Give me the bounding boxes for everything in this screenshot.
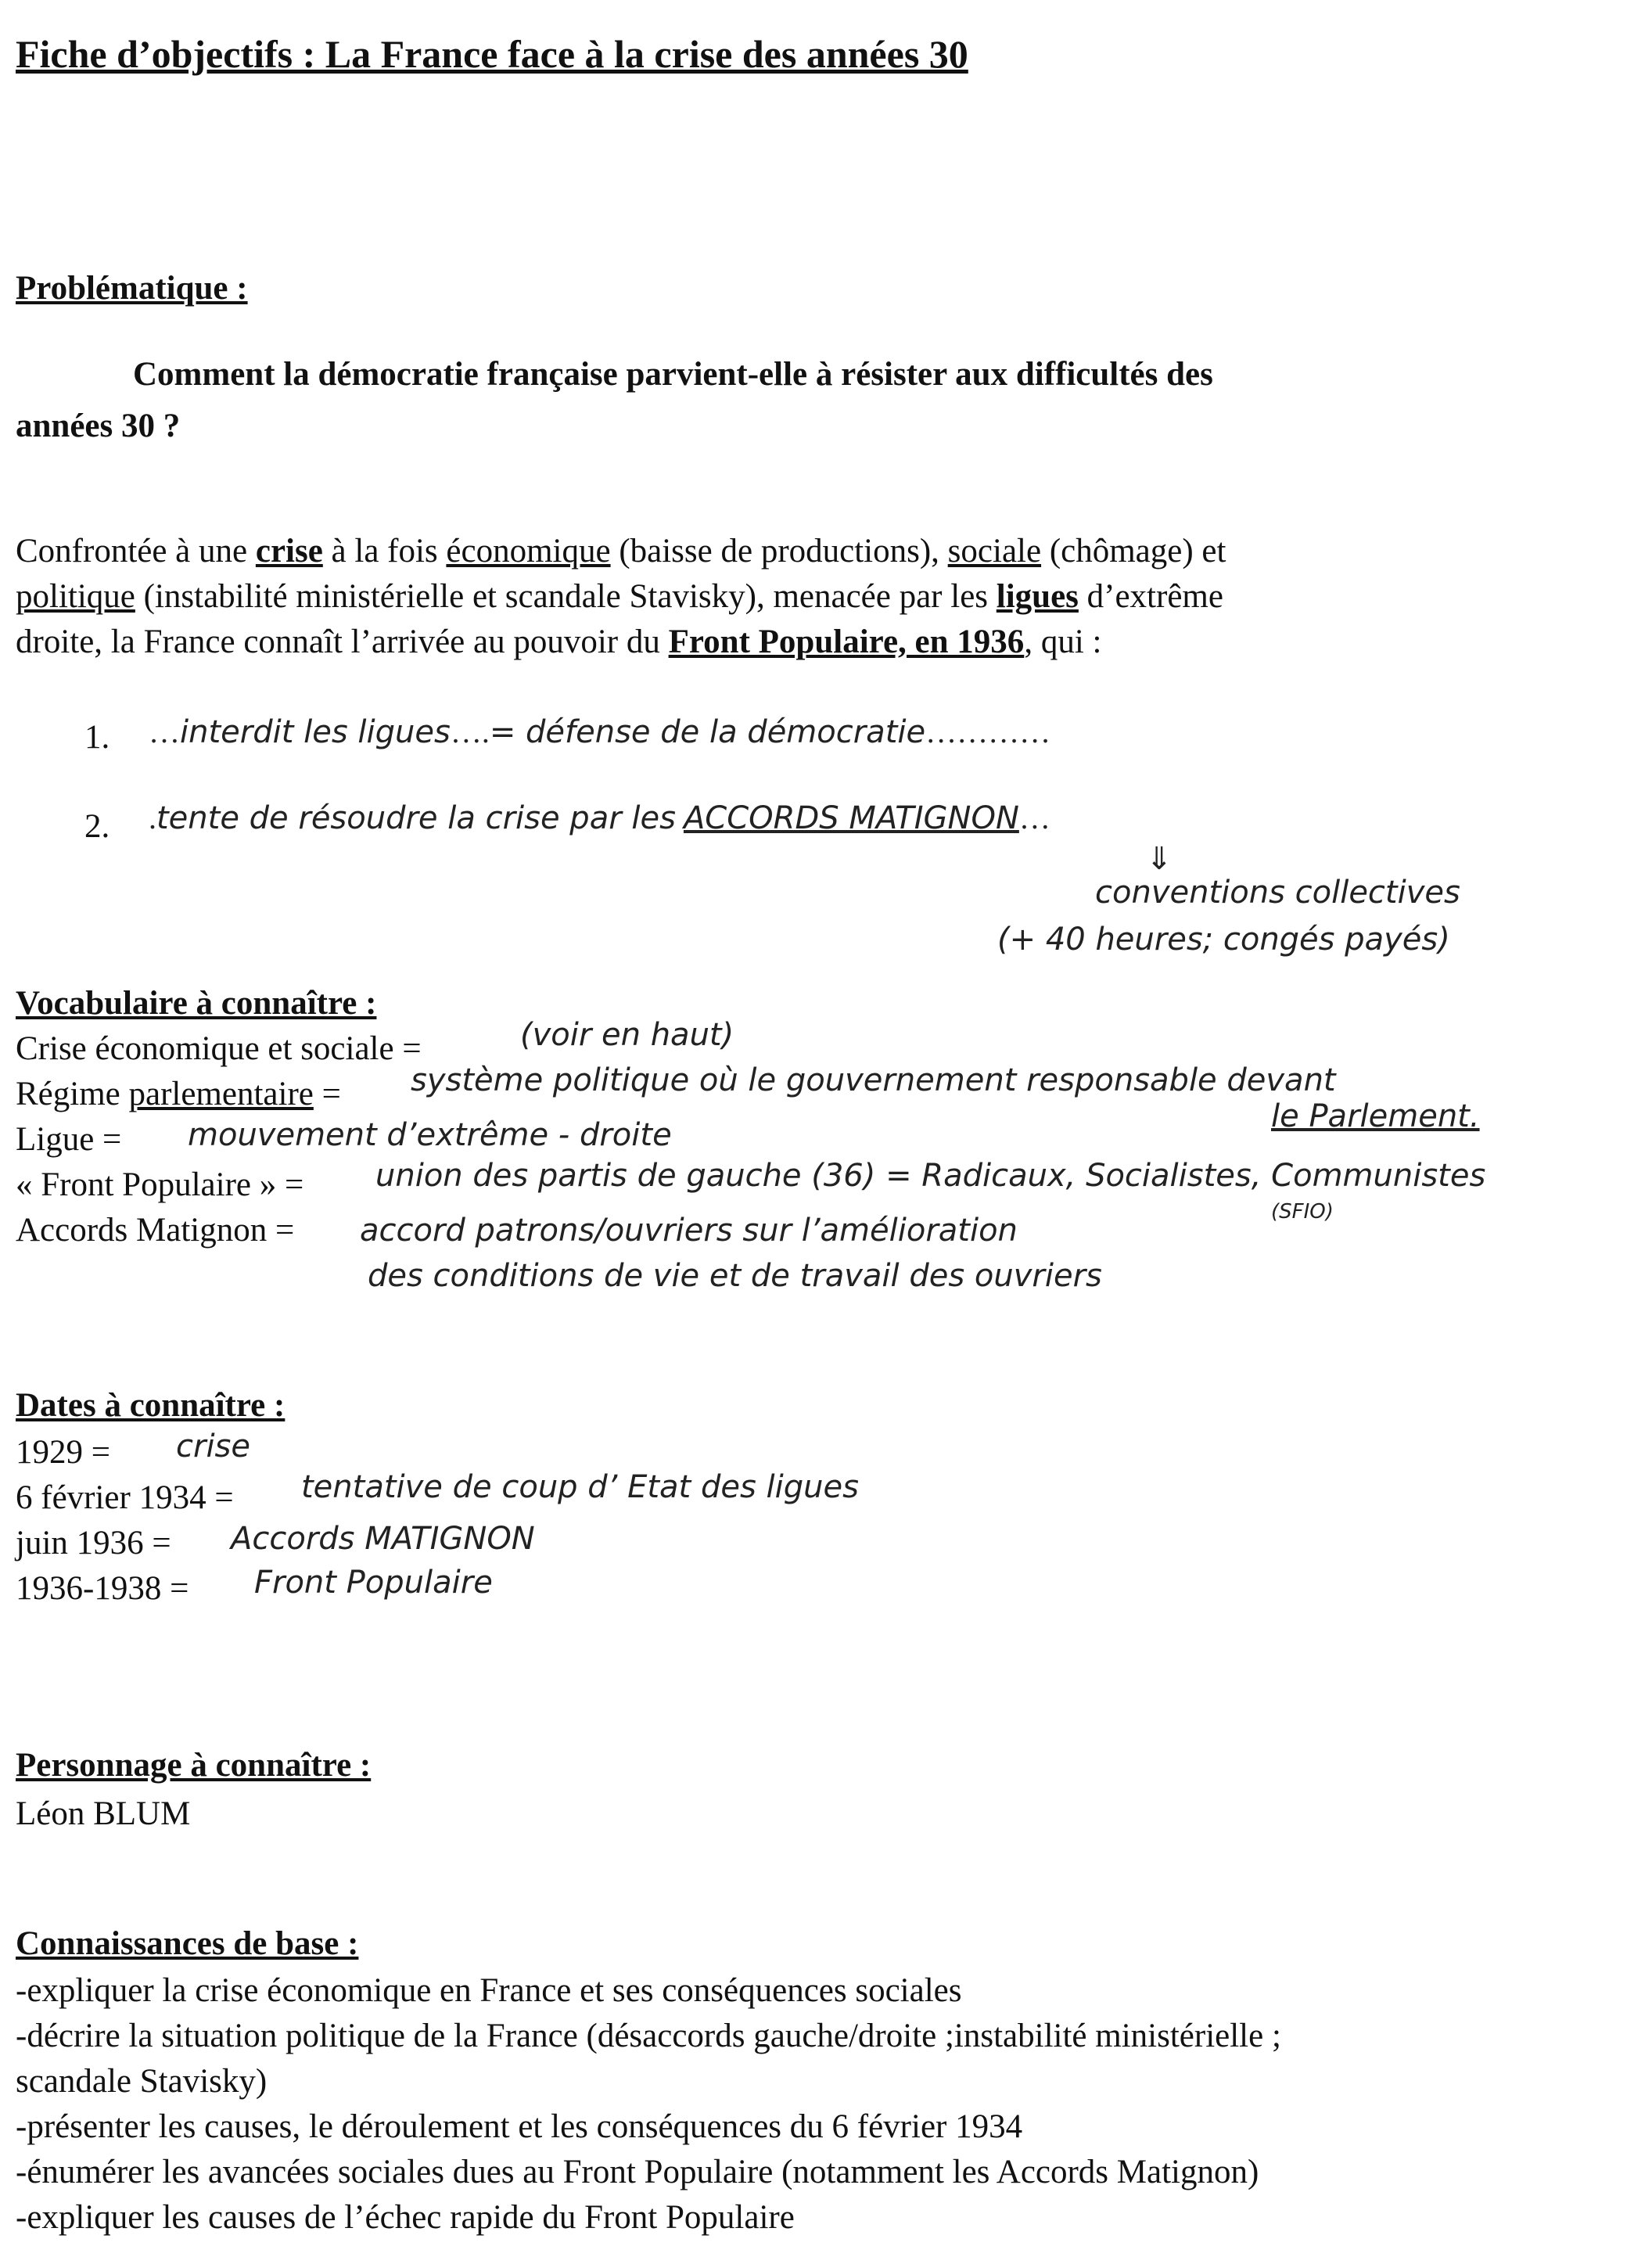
down-arrow-icon: ⇓ bbox=[1146, 841, 1173, 877]
vocab-term-5: Accords Matignon = bbox=[16, 1212, 295, 1249]
vocab-term-2: Régime parlementaire = bbox=[16, 1076, 341, 1112]
date-row-4: 1936-1938 = bbox=[16, 1570, 189, 1607]
vocab-term-1: Crise économique et sociale = bbox=[16, 1030, 422, 1067]
vocab-term-4: « Front Populaire » = bbox=[16, 1166, 304, 1203]
date-desc-4: Front Populaire bbox=[254, 1565, 493, 1601]
list-item: -expliquer les causes de l’échec rapide du Front Populaire bbox=[16, 2199, 795, 2236]
list-number-2: 2. bbox=[84, 808, 110, 845]
list-item: -décrire la situation politique de la France (désaccords gauche/droite ;instabilité ministérielle ; bbox=[16, 2018, 1281, 2054]
personnage-heading: Personnage à connaître : bbox=[16, 1747, 372, 1784]
vocab-def-4-sfio: (SFIO) bbox=[1271, 1200, 1334, 1224]
list-item: -énumérer les avancées sociales dues au Front Populaire (notamment les Accords Matignon) bbox=[16, 2154, 1259, 2190]
list-answer-2: .tente de résoudre la crise par les ACCORDS MATIGNON… bbox=[149, 800, 1050, 836]
problematique-heading: Problématique : bbox=[16, 270, 248, 307]
vocab-def-3: mouvement d’extrême - droite bbox=[188, 1117, 672, 1153]
personnage-name: Léon BLUM bbox=[16, 1795, 191, 1832]
vocab-def-5a: accord patrons/ouvriers sur l’amélioration bbox=[360, 1213, 1018, 1249]
list-note-1: conventions collectives bbox=[1095, 875, 1460, 911]
page-title: Fiche d’objectifs : La France face à la crise des années 30 bbox=[16, 32, 968, 76]
intro-line-1: Confrontée à une crise à la fois économique (baisse de productions), sociale (chômage) et bbox=[16, 533, 1226, 570]
date-desc-1: crise bbox=[176, 1428, 250, 1464]
problematique-question-line2: années 30 ? bbox=[16, 408, 181, 444]
list-item: -présenter les causes, le déroulement et les conséquences du 6 février 1934 bbox=[16, 2108, 1023, 2145]
date-desc-2: tentative de coup d’ Etat des ligues bbox=[301, 1469, 859, 1505]
list-answer-1: …interdit les ligues….= défense de la démocratie………… bbox=[149, 714, 1051, 750]
date-row-1: 1929 = bbox=[16, 1434, 111, 1471]
intro-line-3: droite, la France connaît l’arrivée au pouvoir du Front Populaire, en 1936, qui : bbox=[16, 623, 1102, 660]
list-item: scandale Stavisky) bbox=[16, 2063, 268, 2100]
vocab-def-2-cont: le Parlement. bbox=[1271, 1098, 1480, 1134]
vocab-def-4: union des partis de gauche (36) = Radicaux, Socialistes, Communistes bbox=[375, 1158, 1486, 1194]
vocab-def-1: (voir en haut) bbox=[520, 1017, 734, 1053]
vocab-heading: Vocabulaire à connaître : bbox=[16, 985, 377, 1022]
list-item: -expliquer la crise économique en France et ses conséquences sociales bbox=[16, 1972, 962, 2009]
intro-line-2: politique (instabilité ministérielle et scandale Stavisky), menacée par les ligues d’extrême bbox=[16, 578, 1223, 615]
dates-heading: Dates à connaître : bbox=[16, 1387, 286, 1424]
list-number-1: 1. bbox=[84, 719, 110, 756]
vocab-def-2: système politique où le gouvernement responsable devant bbox=[411, 1062, 1336, 1098]
problematique-question-line1: Comment la démocratie française parvient-elle à résister aux difficultés des bbox=[133, 356, 1213, 393]
date-row-2: 6 février 1934 = bbox=[16, 1479, 234, 1516]
vocab-def-5b: des conditions de vie et de travail des ouvriers bbox=[368, 1258, 1102, 1294]
date-row-3: juin 1936 = bbox=[16, 1525, 171, 1561]
connaissances-heading: Connaissances de base : bbox=[16, 1925, 359, 1962]
list-note-2: (+ 40 heures; congés payés) bbox=[997, 922, 1450, 958]
vocab-term-3: Ligue = bbox=[16, 1121, 122, 1158]
date-desc-3: Accords MATIGNON bbox=[231, 1521, 535, 1557]
